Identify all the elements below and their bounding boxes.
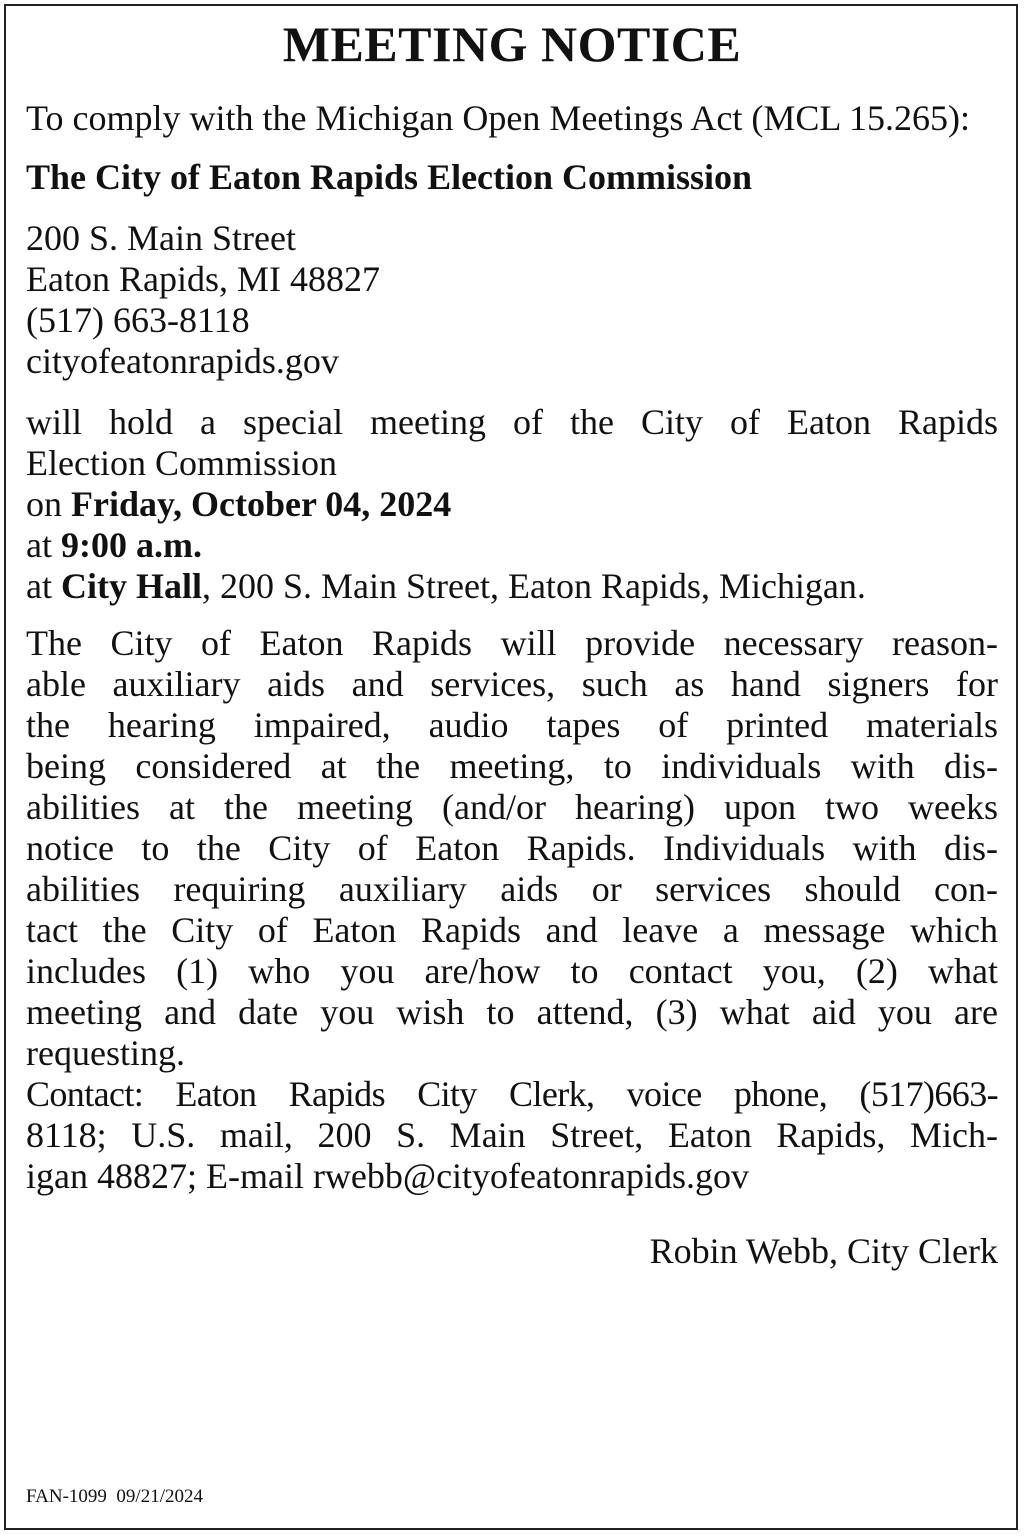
location-suffix: , 200 S. Main Street, Eaton Rapids, Michigan. bbox=[201, 566, 866, 606]
meeting-date-line bbox=[26, 484, 998, 525]
meeting-date: Friday, October 04, 2024 bbox=[71, 484, 452, 524]
contact-line: igan 48827; E-mail rwebb@cityofeatonrapids.gov bbox=[26, 1156, 749, 1196]
time-prefix: at bbox=[26, 525, 61, 565]
contact-line: Contact: Eaton Rapids City Clerk, voice phone, (517)663- bbox=[26, 1074, 998, 1114]
phone-number: (517) 663-8118 bbox=[26, 300, 250, 340]
address-block bbox=[26, 218, 998, 382]
meeting-time-line bbox=[26, 525, 998, 566]
accessibility-line: abilities at the meeting (and/or hearing) upon two weeks bbox=[26, 787, 998, 827]
meeting-location: City Hall bbox=[60, 566, 202, 606]
accessibility-line: meeting and date you wish to attend, (3) what aid you are bbox=[26, 992, 998, 1032]
street-address: 200 S. Main Street bbox=[26, 218, 296, 258]
meeting-notice bbox=[26, 14, 998, 1272]
clerk-signature: Robin Webb, City Clerk bbox=[649, 1231, 998, 1271]
meeting-line-1: will hold a special meeting of the City of Eaton Rapids bbox=[26, 402, 998, 442]
contact-paragraph bbox=[26, 1074, 998, 1197]
location-prefix: at bbox=[26, 566, 61, 606]
organization-name: The City of Eaton Rapids Election Commission bbox=[26, 157, 753, 197]
meeting-location-line bbox=[26, 566, 998, 607]
meeting-details bbox=[26, 402, 998, 607]
accessibility-line: tact the City of Eaton Rapids and leave a message which bbox=[26, 910, 998, 950]
accessibility-line: notice to the City of Eaton Rapids. Individuals with dis- bbox=[26, 828, 998, 868]
website: cityofeatonrapids.gov bbox=[26, 341, 339, 381]
accessibility-line: requesting. bbox=[26, 1033, 185, 1073]
meeting-time: 9:00 a.m. bbox=[60, 525, 202, 565]
meeting-line-2: Election Commission bbox=[26, 443, 337, 483]
accessibility-line: abilities requiring auxiliary aids or services should con- bbox=[26, 869, 998, 909]
footer-code: FAN-1099 09/21/2024 bbox=[26, 1486, 203, 1507]
contact-line: 8118; U.S. mail, 200 S. Main Street, Eaton Rapids, Mich- bbox=[26, 1115, 998, 1155]
accessibility-line: being considered at the meeting, to individuals with dis- bbox=[26, 746, 998, 786]
city-state-zip: Eaton Rapids, MI 48827 bbox=[26, 259, 380, 299]
accessibility-line: The City of Eaton Rapids will provide necessary reason- bbox=[26, 623, 998, 663]
accessibility-paragraph bbox=[26, 623, 998, 1074]
accessibility-line: able auxiliary aids and services, such as hand signers for bbox=[26, 664, 998, 704]
accessibility-line: includes (1) who you are/how to contact you, (2) what bbox=[26, 951, 998, 991]
intro-text: To comply with the Michigan Open Meetings Act (MCL 15.265): bbox=[26, 98, 971, 138]
date-prefix: on bbox=[26, 484, 71, 524]
notice-title: MEETING NOTICE bbox=[282, 16, 742, 72]
accessibility-line: the hearing impaired, audio tapes of printed materials bbox=[26, 705, 998, 745]
